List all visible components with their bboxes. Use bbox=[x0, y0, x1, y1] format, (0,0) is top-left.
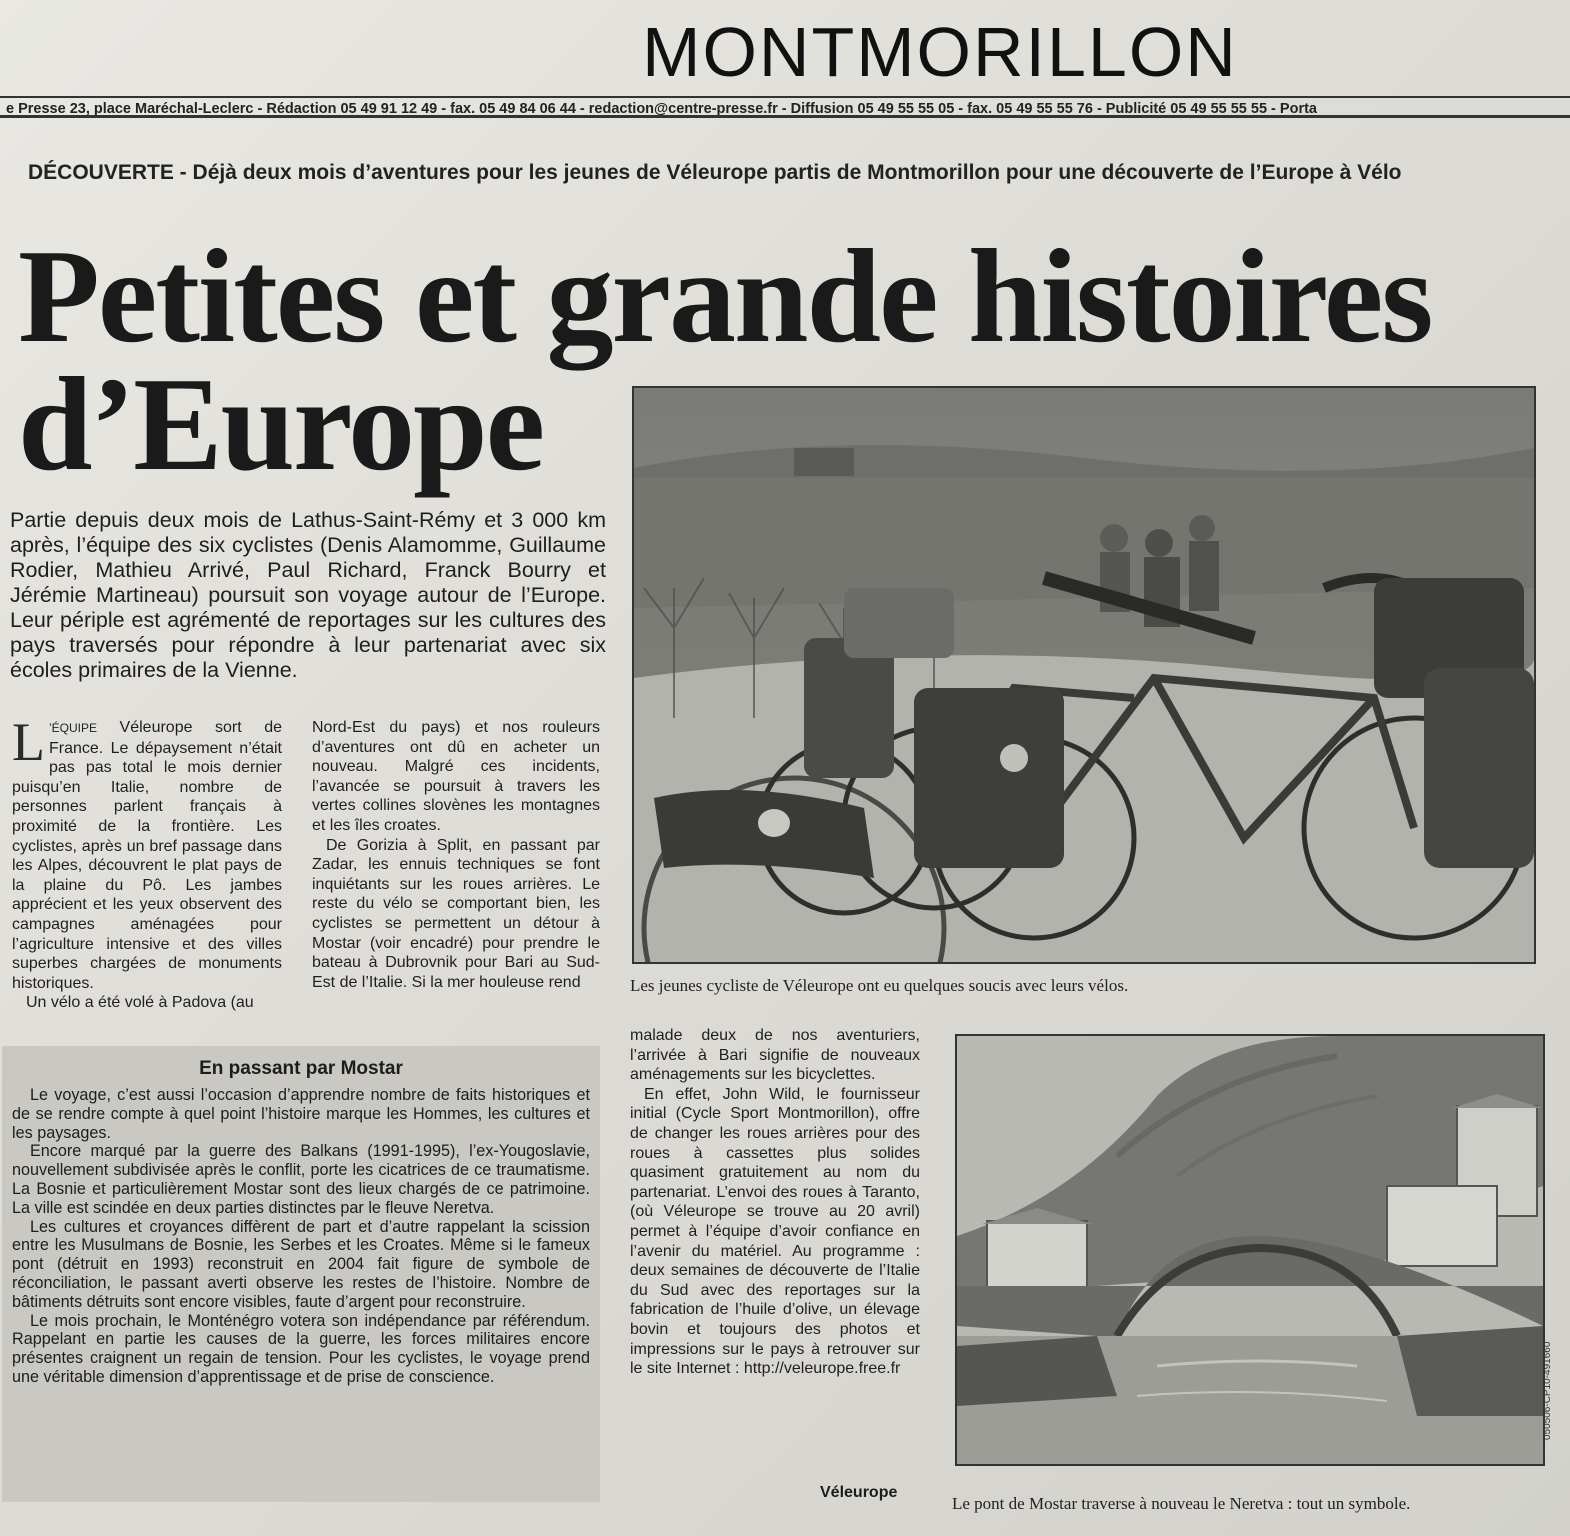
article-paragraph: malade deux de nos aventuriers, l’arrivée à Bari signifie de nouveaux aménagements sur les bicyclettes. bbox=[630, 1027, 920, 1084]
photo-cyclists-bikes bbox=[632, 386, 1536, 964]
lead-paragraph: Partie depuis deux mois de Lathus-Saint-Rémy et 3 000 km après, l’équipe des six cyclistes (Denis Alamomme, Guillaume Rodier, Mathieu Arrivé, Paul Richard, Franck Bourry et Jérémie Martineau) poursuit son voyage autour de l’Europe. Leur périple est agrémenté de reportages sur les cultures des pays traversés pour répondre à leur partenariat avec six écoles primaires de la Vienne. bbox=[10, 508, 606, 682]
smallcaps-word: ’ÉQUIPE bbox=[49, 721, 98, 735]
kicker-text: Déjà deux mois d’aventures pour les jeunes de Véleurope partis de Montmorillon pour une découverte de l’Europe à Vélo bbox=[192, 161, 1402, 184]
article-column-3 bbox=[630, 1026, 920, 1379]
box-paragraph: Le mois prochain, le Monténégro votera son indépendance par référendum. Rappelant en partie les causes de la guerre, les forces militaires encore présentes craignent un regain de tension. Pour les cyclistes, le voyage prend une véritable dimension d’apprentissage et de prise de conscience. bbox=[12, 1311, 590, 1386]
bridge-illustration bbox=[957, 1036, 1543, 1464]
sidebar-box-title: En passant par Mostar bbox=[199, 1058, 403, 1079]
contact-strip: e Presse 23, place Maréchal-Leclerc - Rédaction 05 49 91 12 49 - fax. 05 49 84 06 44 - redaction@centre-presse.fr - Diffusion 05 49 55 55 05 - fax. 05 49 55 55 76 - Publicité 05 49 55 55 55 - Porta bbox=[0, 96, 1570, 118]
box-paragraph: Encore marqué par la guerre des Balkans (1991-1995), l’ex-Yougoslavie, nouvellement subdivisée après le conflit, porte les cicatrices de ce traumatisme. La Bosnie et particulièrement Mostar sont des lieux chargés de ce patrimoine. La ville est scindée en deux parties distinctes par le fleuve Neretva. bbox=[12, 1142, 590, 1217]
headline-line2: d’Europe bbox=[18, 350, 544, 498]
headline-line1: Petites et grande histoires bbox=[18, 222, 1432, 370]
bikes-illustration bbox=[634, 388, 1534, 962]
kicker bbox=[28, 160, 1428, 186]
article-paragraph: Un vélo a été volé à Padova (au bbox=[26, 994, 254, 1012]
article-paragraph: De Gorizia à Split, en passant par Zadar, les ennuis techniques se font inquiétants sur les roues arrières. Le reste du vélo se comportant bien, les cyclistes se permettent un détour à Mostar (voir encadré) pour prendre le bateau à Dubrovnik pour Bari au Sud-Est de l’Italie. Si la mer houleuse rend bbox=[312, 836, 600, 991]
article-paragraph: Nord-Est du pays) et nos rouleurs d’aventures ont dû en acheter un nouveau. Malgré ces incidents, l’avancée se poursuit à travers les vertes collines slovènes les montagnes et les îles croates. bbox=[312, 719, 600, 834]
box-paragraph: Le voyage, c’est aussi l’occasion d’apprendre nombre de faits historiques et de se rendre compte à quel point l’histoire marque les Hommes, les cultures et les paysages. bbox=[12, 1086, 590, 1142]
kicker-label: DÉCOUVERTE - bbox=[28, 161, 187, 184]
article-signature: Véleurope bbox=[820, 1484, 898, 1501]
drop-cap: L bbox=[12, 712, 45, 772]
box-paragraph: Les cultures et croyances diffèrent de part et d’autre rappelant la scission entre les Musulmans de Bosnie, les Serbes et les Croates. Même si le fameux pont (détruit en 1993) reconstruit en 2004 fait figure de symbole de réconciliation, le passant averti observe les restes de l’histoire. Nombre de bâtiments détruits sont encore visibles, faute d’argent pour reconstruire. bbox=[12, 1217, 590, 1311]
masthead: MONTMORILLON bbox=[642, 13, 1238, 91]
sidebar-box bbox=[2, 1046, 600, 1502]
article-paragraph bbox=[12, 712, 282, 993]
photo-caption-bridge: Le pont de Mostar traverse à nouveau le Neretva : tout un symbole. bbox=[952, 1494, 1411, 1513]
photo-caption-bikes: Les jeunes cycliste de Véleurope ont eu quelques soucis avec leurs vélos. bbox=[630, 976, 1129, 995]
article-column-2 bbox=[312, 718, 600, 992]
article-column-1 bbox=[12, 712, 282, 1013]
photo-mostar-bridge bbox=[955, 1034, 1545, 1466]
article-paragraph: En effet, John Wild, le fournisseur initial (Cycle Sport Montmorillon), offre de changer les roues arrières pour des roues à cassettes plus solides quasiment gratuitement au nom du partenariat. L’envoi des roues à Taranto, (où Véleurope se trouve au 20 avril) permet à l’équipe d’avoir confiance en l’avenir du matériel. Au programme : deux semaines de découverte de l’Italie du Sud avec des reportages sur la fabrication de l’huile d’olive, un élevage bovin et toujours des photos et impressions sur le pays à retrouver sur le site Internet : http://veleurope.free.fr bbox=[630, 1085, 920, 1378]
photo-code: 050506-CP10-491660 bbox=[1542, 1341, 1553, 1440]
sidebar-box-text bbox=[12, 1086, 590, 1387]
paragraph-text: Véleurope sort de France. Le dépaysement n’était pas pas total le mois dernier puisqu’en Italie, nombre de personnes parlent français à proximité de la frontière. Les cyclistes, après un bref passage dans les Alpes, découvrent le plat pays de la plaine du Pô. Les jambes apprécient et les yeux observent des campagnes aménagées pour l’agriculture intensive et des villes superbes chargées de monuments historiques. bbox=[12, 719, 282, 992]
